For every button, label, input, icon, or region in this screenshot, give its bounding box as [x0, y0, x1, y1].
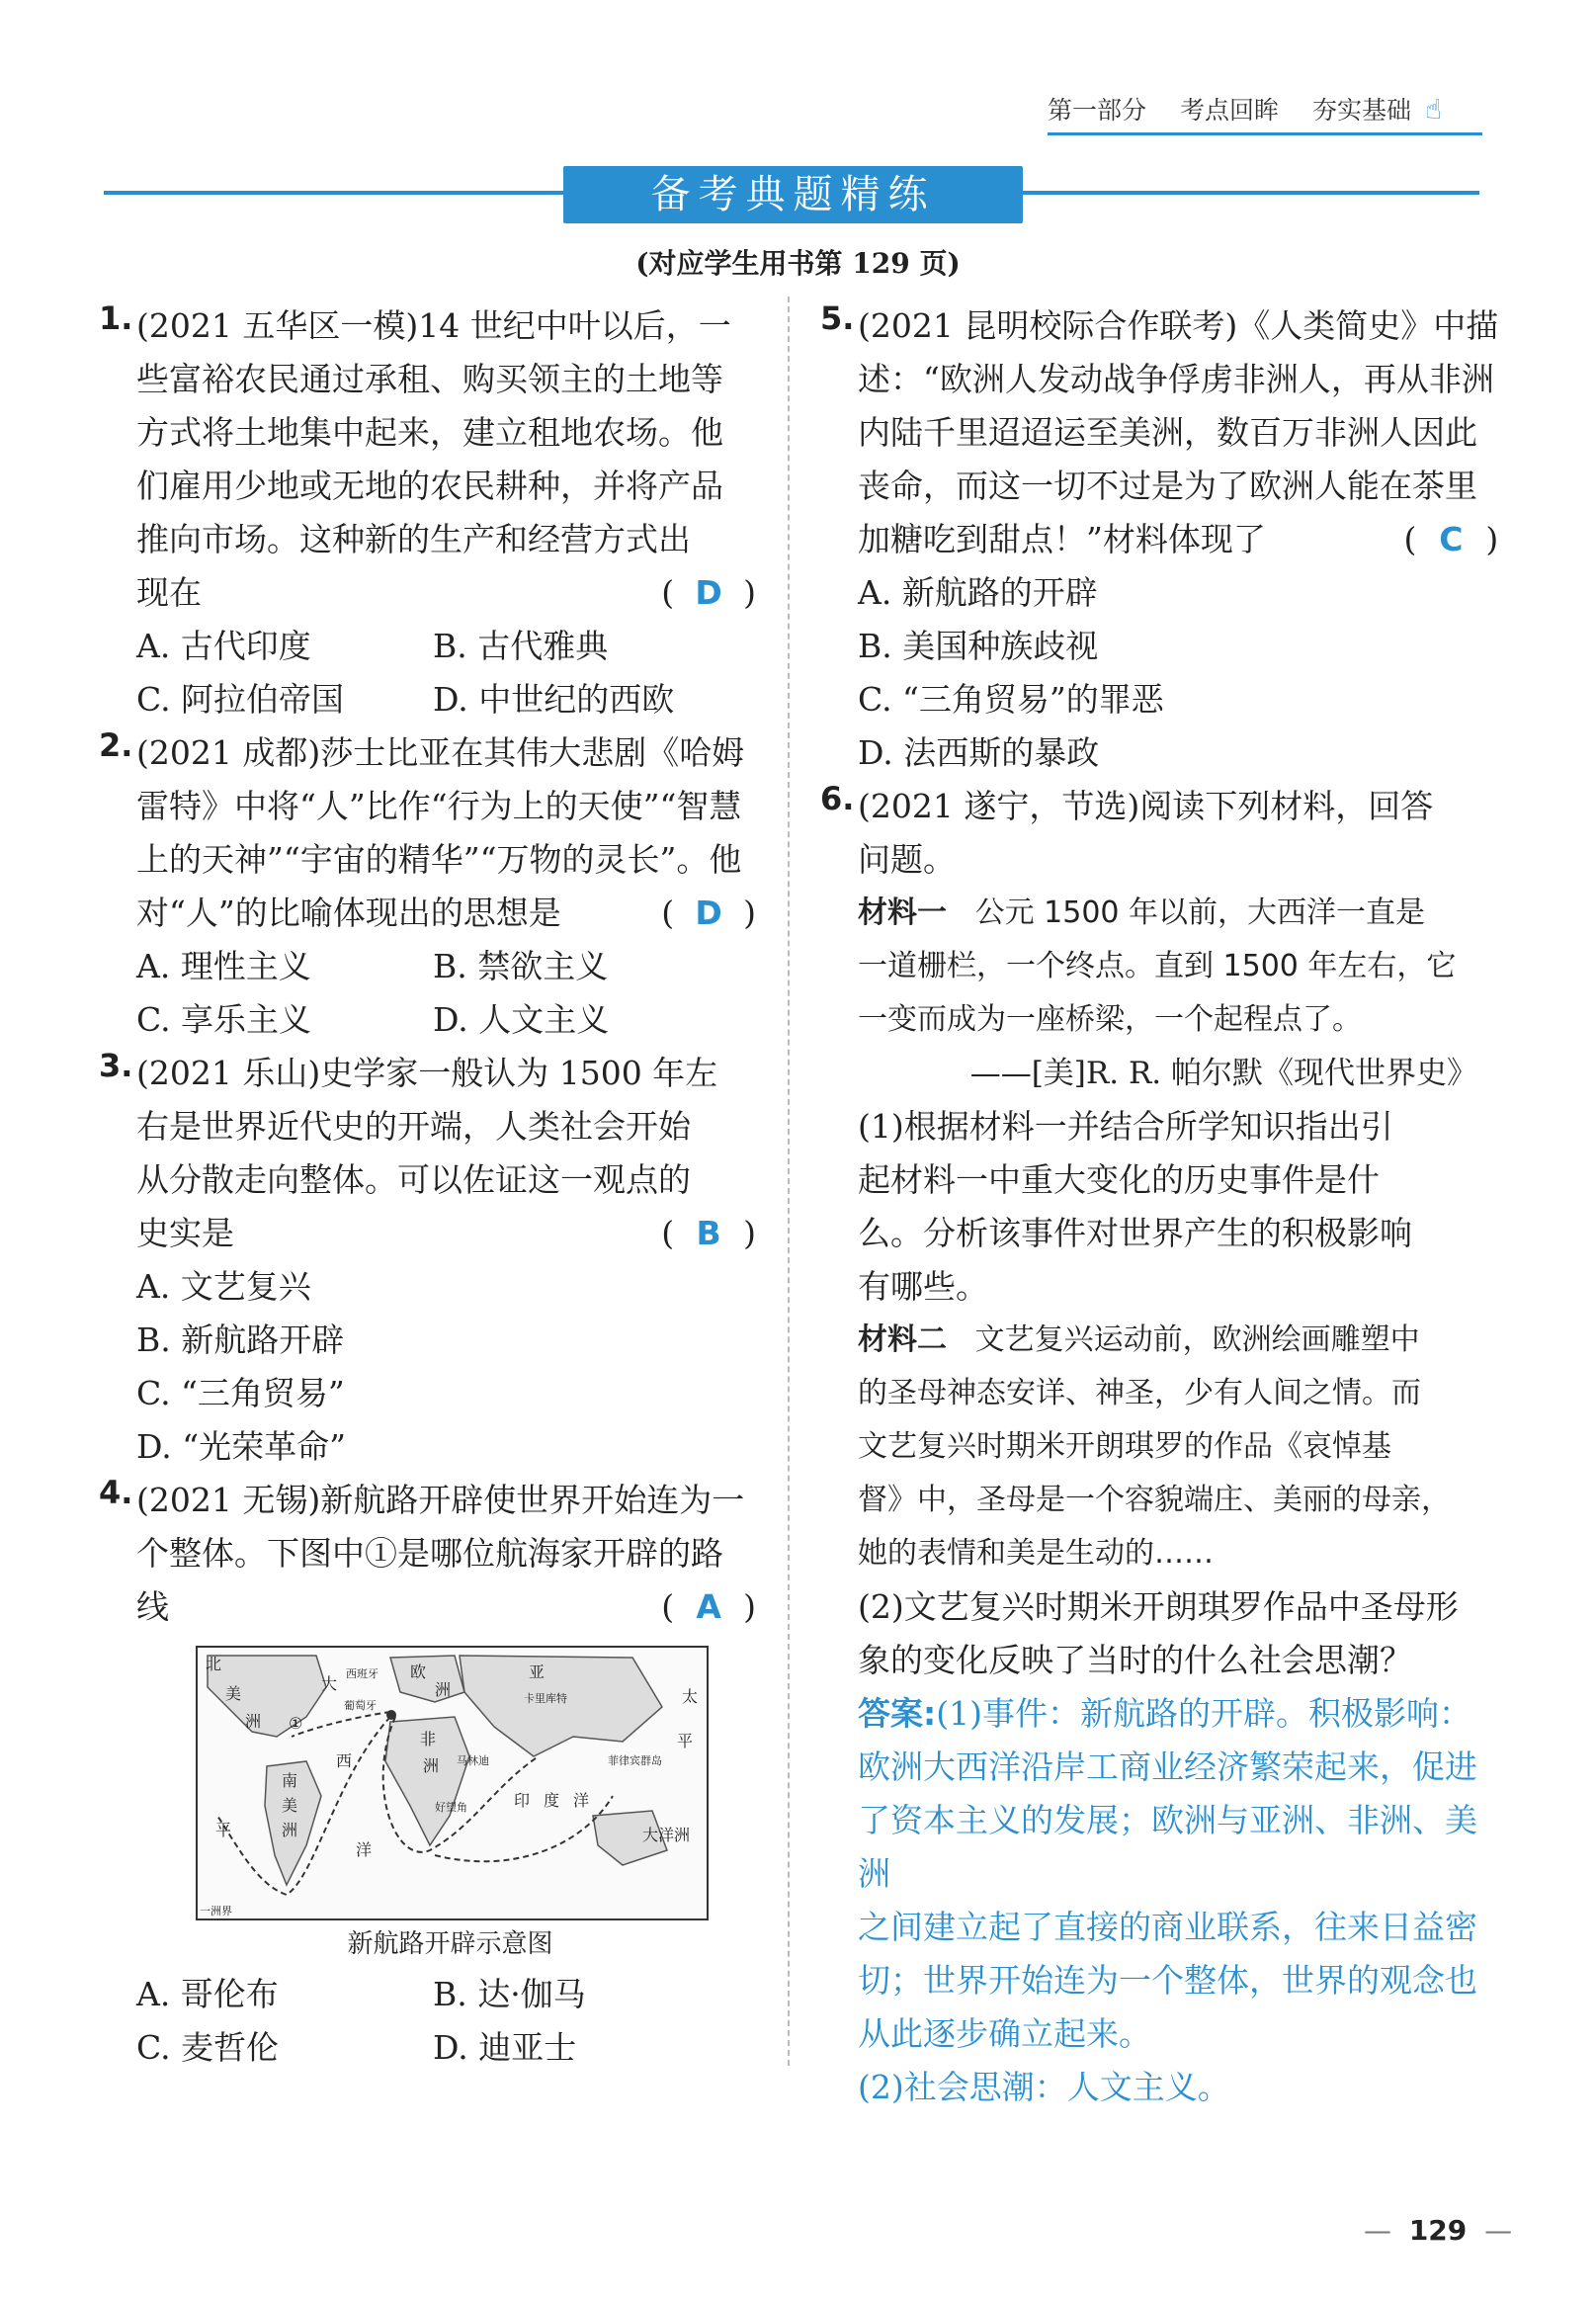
question-number: 4. — [99, 1474, 133, 1511]
question-number: 5. — [820, 299, 855, 337]
answer-bracket: ( D ) — [661, 566, 756, 620]
answer-line: 从此逐步确立起来。 — [858, 2014, 1151, 2053]
map-label: 葡萄牙 — [344, 1699, 377, 1712]
answer-line: 之间建立起了直接的商业联系，往来日益密 — [858, 1908, 1477, 1946]
section-title: 备考典题精练 — [563, 166, 1023, 223]
material-label: 材料一 — [858, 895, 947, 930]
right-column — [820, 299, 1499, 2114]
map-label: 西班牙 — [346, 1667, 378, 1680]
material-line: 的圣母神态安详、神圣，少有人间之情。而 — [858, 1376, 1421, 1410]
option: B. 古代雅典 — [433, 627, 609, 665]
material-1: 材料一 公元 1500 年以前，大西洋一直是 一道栅栏，一个终点。直到 1500 年左右，它 一变而成为一座桥梁，一个起程点了。 — [858, 887, 1477, 1047]
option: C. “三角贸易”的罪恶 — [858, 680, 1164, 719]
map-label: 南 — [282, 1771, 298, 1790]
question-text-line: 史实是 ( B ) — [136, 1207, 756, 1260]
material-2: 材料二 文艺复兴运动前，欧洲绘画雕塑中 的圣母神态安详、神圣，少有人间之情。而 文艺复兴时期米开朗琪罗的作品《哀悼基 督》中，圣母是一个容貌端庄、美丽的母亲， 她的表情和美是生动的…… — [858, 1314, 1477, 1580]
map-label: 大 — [321, 1674, 338, 1693]
answer-bracket: ( B ) — [661, 1207, 756, 1260]
question-1 — [99, 299, 756, 620]
section-subtitle: (对应学生用书第 129 页) — [635, 247, 961, 280]
question-text-line: 个整体。下图中①是哪位航海家开辟的路 — [136, 1534, 723, 1573]
header-topic: 夯实基础 — [1312, 96, 1412, 125]
options-grid — [99, 940, 756, 1047]
option: D. “光荣革命” — [136, 1427, 347, 1466]
question-text-line: (2021 成都)莎士比亚在其伟大悲剧《哈姆 — [136, 733, 745, 772]
option: C. 麦哲伦 — [136, 2028, 280, 2067]
answer-block: 答案:(1)事件：新航路的开辟。积极影响： 欧洲大西洋沿岸工商业经济繁荣起来，促进 了资本主义的发展；欧洲与亚洲、非洲、美洲 之间建立起了直接的商业联系，往来日益密 切；世界开始连为一个整体，世界的观念也 从此逐步确立起来。 (2)社会思潮：人文主义。 — [858, 1687, 1477, 2114]
material-line: 文艺复兴时期米开朗琪罗的作品《哀悼基 — [858, 1429, 1391, 1464]
material-line: 她的表情和美是生动的…… — [858, 1536, 1214, 1571]
new-sea-routes-map — [196, 1646, 709, 1920]
option: D. 人文主义 — [433, 1000, 610, 1039]
map-label: 欧 — [410, 1662, 427, 1681]
question-2 — [99, 726, 756, 940]
question-text-line: 雷特》中将“人”比作“行为上的天使”“智慧 — [136, 787, 742, 825]
option: B. 美国种族歧视 — [858, 627, 1099, 665]
map-label: 大洋洲 — [642, 1826, 691, 1844]
question-text-line: 上的天神”“宇宙的精华”“万物的灵长”。他 — [136, 840, 742, 879]
material-line: 一变而成为一座桥梁，一个起程点了。 — [858, 1002, 1362, 1037]
answer-line: 切；世界开始连为一个整体，世界的观念也 — [858, 1961, 1477, 2000]
option: C. 阿拉伯帝国 — [136, 680, 345, 719]
option: C. “三角贸易” — [136, 1374, 345, 1412]
answer-label: 答案: — [858, 1694, 937, 1733]
material-citation: ——[美]R. R. 帕尔默《现代世界史》 — [969, 1056, 1477, 1091]
option: A. 哥伦布 — [136, 1975, 279, 2013]
map-label: 太 — [682, 1687, 699, 1706]
options-grid — [99, 620, 756, 726]
option: D. 迪亚士 — [433, 2028, 577, 2067]
map-label: 洲 — [282, 1821, 298, 1839]
answer-bracket: ( C ) — [1403, 513, 1498, 566]
question-text-line: 现在 ( D ) — [136, 566, 756, 620]
question-text-line: 些富裕农民通过承租、购买领主的土地等 — [136, 360, 723, 398]
map-label: 洋 — [356, 1840, 373, 1859]
answer-choice: C — [1439, 520, 1464, 558]
map-label: 美 — [282, 1796, 298, 1815]
question-5 — [820, 299, 1499, 780]
answer-line: 欧洲大西洋沿岸工商业经济繁荣起来，促进 — [858, 1747, 1477, 1786]
header-section: 考点回眸 — [1180, 96, 1280, 125]
material-line: 督》中，圣母是一个容貌端庄、美丽的母亲， — [858, 1483, 1451, 1517]
map-label: 平 — [215, 1821, 232, 1839]
map-label: 亚 — [529, 1662, 546, 1681]
map-label: ① — [289, 1714, 303, 1733]
left-column — [99, 299, 756, 2075]
map-label: 马林迪 — [457, 1754, 489, 1767]
map-label: 洋 — [573, 1791, 590, 1810]
question-number: 6. — [820, 780, 855, 817]
question-text-line: 问题。 — [858, 840, 956, 879]
question-text-line: 丧命，而这一切不过是为了欧洲人能在茶里 — [858, 467, 1477, 505]
question-text-line: (2021 五华区一模)14 世纪中叶以后，一 — [136, 306, 731, 345]
question-4 — [99, 1474, 756, 1634]
question-text-line: (2021 乐山)史学家一般认为 1500 年左 — [136, 1054, 718, 1092]
option: A. 理性主义 — [136, 947, 311, 985]
option: A. 新航路的开辟 — [858, 573, 1098, 612]
column-divider — [788, 297, 790, 2066]
sub-question-line: 有哪些。 — [858, 1267, 988, 1306]
question-number: 3. — [99, 1047, 133, 1084]
question-text-line: 对“人”的比喻体现出的思想是 ( D ) — [136, 887, 756, 940]
sub-question-line: (2)文艺复兴时期米开朗琪罗作品中圣母形 — [858, 1587, 1459, 1626]
running-header — [1048, 85, 1482, 135]
question-text-line: 内陆千里迢迢运至美洲，数百万非洲人因此 — [858, 413, 1477, 452]
map-label: 洲 — [423, 1756, 440, 1775]
question-6 — [820, 780, 1477, 2114]
answer-choice: D — [695, 573, 722, 612]
question-text-line: 推向市场。这种新的生产和经营方式出 — [136, 520, 691, 558]
answer-bracket: ( D ) — [661, 887, 756, 940]
map-label: 北 — [206, 1655, 222, 1673]
option: D. 法西斯的暴政 — [858, 733, 1100, 772]
map-label: 卡里库特 — [524, 1692, 567, 1705]
question-text-line: 线 ( A ) — [136, 1580, 756, 1634]
question-text-line: 方式将土地集中起来，建立租地农场。他 — [136, 413, 723, 452]
material-line: 一道栅栏，一个终点。直到 1500 年左右，它 — [858, 949, 1457, 983]
map-label: 洲 — [245, 1712, 262, 1731]
question-text-line: (2021 无锡)新航路开辟使世界开始连为一 — [136, 1481, 745, 1519]
sub-question-line: (1)根据材料一并结合所学知识指出引 — [858, 1107, 1393, 1146]
map-label: 平 — [677, 1732, 694, 1750]
map-caption: 新航路开辟示意图 — [347, 1929, 553, 1959]
option: B. 新航路开辟 — [136, 1321, 345, 1359]
map-label: 美 — [225, 1684, 242, 1703]
map-label: 好望角 — [435, 1801, 467, 1814]
question-text-line: 述：“欧洲人发动战争俘虏非洲人，再从非洲 — [858, 360, 1494, 398]
map-label: 一洲界 — [200, 1905, 232, 1918]
option: A. 文艺复兴 — [136, 1267, 311, 1306]
material-label: 材料二 — [858, 1322, 947, 1357]
question-text-line: 右是世界近代史的开端，人类社会开始 — [136, 1107, 691, 1146]
option: D. 中世纪的西欧 — [433, 680, 675, 719]
question-text-line: (2021 昆明校际合作联考)《人类简史》中描 — [858, 306, 1499, 345]
question-number: 2. — [99, 726, 133, 764]
answer-choice: D — [695, 894, 722, 932]
header-part: 第一部分 — [1048, 96, 1147, 125]
option: C. 享乐主义 — [136, 1000, 312, 1039]
question-text-line: 加糖吃到甜点！”材料体现了 ( C ) — [858, 513, 1498, 566]
map-label: 西 — [336, 1751, 353, 1770]
answer-bracket: ( A ) — [661, 1580, 756, 1634]
option: B. 禁欲主义 — [433, 947, 609, 985]
question-text-line: (2021 遂宁，节选)阅读下列材料，回答 — [858, 787, 1434, 825]
answer-choice: B — [696, 1214, 721, 1252]
world-map-graphic — [198, 1648, 707, 1918]
map-label: 印 — [514, 1791, 531, 1810]
answer-line: 了资本主义的发展；欧洲与亚洲、非洲、美洲 — [858, 1801, 1477, 1893]
map-label: 菲律宾群岛 — [608, 1754, 662, 1767]
question-text-line: 从分散走向整体。可以佐证这一观点的 — [136, 1160, 691, 1199]
sub-question-line: 么。分析该事件对世界产生的积极影响 — [858, 1214, 1412, 1252]
map-label: 洲 — [435, 1680, 452, 1699]
answer-choice: A — [696, 1587, 721, 1626]
options-list — [99, 1260, 756, 1474]
options-grid — [99, 1968, 756, 2075]
page-number: — 129 — — [1364, 2214, 1513, 2247]
question-3 — [99, 1047, 756, 1260]
option: B. 达·伽马 — [433, 1975, 586, 2013]
sub-question-line: 起材料一中重大变化的历史事件是什 — [858, 1160, 1380, 1199]
question-text-line: 们雇用少地或无地的农民耕种，并将产品 — [136, 467, 723, 505]
map-label: 度 — [544, 1791, 560, 1810]
option: A. 古代印度 — [136, 627, 311, 665]
answer-line: (2)社会思潮：人文主义。 — [858, 2068, 1230, 2106]
map-label: 非 — [420, 1730, 437, 1748]
question-number: 1. — [99, 299, 133, 337]
pointing-hand-icon: ☝ — [1425, 92, 1443, 126]
sub-question-line: 象的变化反映了当时的什么社会思潮？ — [858, 1641, 1412, 1679]
